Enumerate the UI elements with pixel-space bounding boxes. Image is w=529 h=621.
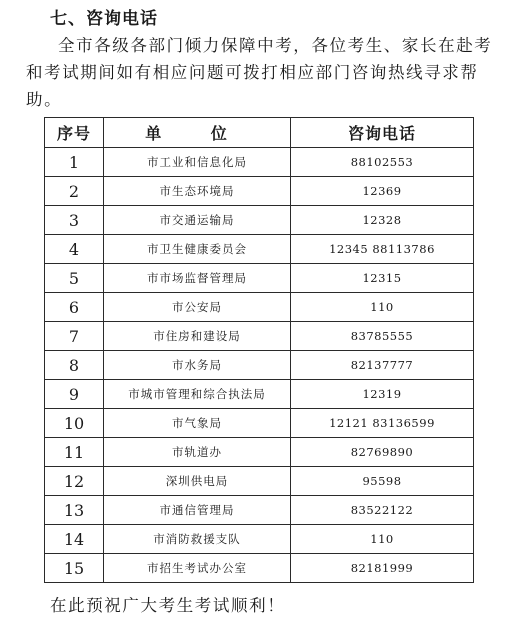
table-row <box>45 438 474 467</box>
row-number: 9 <box>45 380 104 409</box>
row-number: 8 <box>45 351 104 380</box>
row-unit: 市水务局 <box>104 351 291 380</box>
row-phone: 12319 <box>291 380 474 409</box>
table-row <box>45 235 474 264</box>
row-number: 12 <box>45 467 104 496</box>
row-phone: 12121 83136599 <box>291 409 474 438</box>
table-row <box>45 525 474 554</box>
row-phone: 83522122 <box>291 496 474 525</box>
row-phone: 83785555 <box>291 322 474 351</box>
row-unit: 市公安局 <box>104 293 291 322</box>
section-title: 七、咨询电话 <box>50 9 158 29</box>
table-row <box>45 409 474 438</box>
table-row <box>45 496 474 525</box>
row-number: 7 <box>45 322 104 351</box>
row-phone: 12369 <box>291 177 474 206</box>
row-number: 2 <box>45 177 104 206</box>
row-unit: 市消防救援支队 <box>104 525 291 554</box>
row-phone: 82181999 <box>291 554 474 583</box>
row-number: 1 <box>45 148 104 177</box>
row-phone: 88102553 <box>291 148 474 177</box>
table-row <box>45 322 474 351</box>
table-header-row <box>45 118 474 148</box>
table-row <box>45 351 474 380</box>
row-number: 15 <box>45 554 104 583</box>
row-unit: 深圳供电局 <box>104 467 291 496</box>
row-phone: 110 <box>291 293 474 322</box>
row-unit: 市招生考试办公室 <box>104 554 291 583</box>
row-unit: 市卫生健康委员会 <box>104 235 291 264</box>
header-unit: 单 位 <box>104 118 291 148</box>
row-phone: 12328 <box>291 206 474 235</box>
closing-text: 在此预祝广大考生考试顺利！ <box>50 596 286 615</box>
row-phone: 82137777 <box>291 351 474 380</box>
row-phone: 82769890 <box>291 438 474 467</box>
row-unit: 市交通运输局 <box>104 206 291 235</box>
table-row <box>45 206 474 235</box>
row-phone: 12345 88113786 <box>291 235 474 264</box>
row-unit: 市轨道办 <box>104 438 291 467</box>
table-row <box>45 148 474 177</box>
row-number: 10 <box>45 409 104 438</box>
row-phone: 110 <box>291 525 474 554</box>
row-number: 11 <box>45 438 104 467</box>
row-unit: 市通信管理局 <box>104 496 291 525</box>
row-unit: 市气象局 <box>104 409 291 438</box>
header-no: 序号 <box>45 118 104 148</box>
table-row <box>45 467 474 496</box>
intro-paragraph <box>26 32 506 113</box>
row-phone: 12315 <box>291 264 474 293</box>
table-row <box>45 293 474 322</box>
table-row <box>45 264 474 293</box>
table-row <box>45 380 474 409</box>
header-phone: 咨询电话 <box>291 118 474 148</box>
row-number: 4 <box>45 235 104 264</box>
hotline-table <box>44 117 474 583</box>
row-number: 3 <box>45 206 104 235</box>
row-phone: 95598 <box>291 467 474 496</box>
row-unit: 市市场监督管理局 <box>104 264 291 293</box>
table-row <box>45 554 474 583</box>
row-unit: 市住房和建设局 <box>104 322 291 351</box>
row-number: 14 <box>45 525 104 554</box>
row-unit: 市工业和信息化局 <box>104 148 291 177</box>
row-number: 5 <box>45 264 104 293</box>
row-unit: 市城市管理和综合执法局 <box>104 380 291 409</box>
row-number: 6 <box>45 293 104 322</box>
intro-text: 全市各级各部门倾力保障中考，各位考生、家长在赴考和考试期间如有相应问题可拨打相应部门咨询热线寻求帮助。 <box>26 36 493 109</box>
table-row <box>45 177 474 206</box>
row-unit: 市生态环境局 <box>104 177 291 206</box>
row-number: 13 <box>45 496 104 525</box>
